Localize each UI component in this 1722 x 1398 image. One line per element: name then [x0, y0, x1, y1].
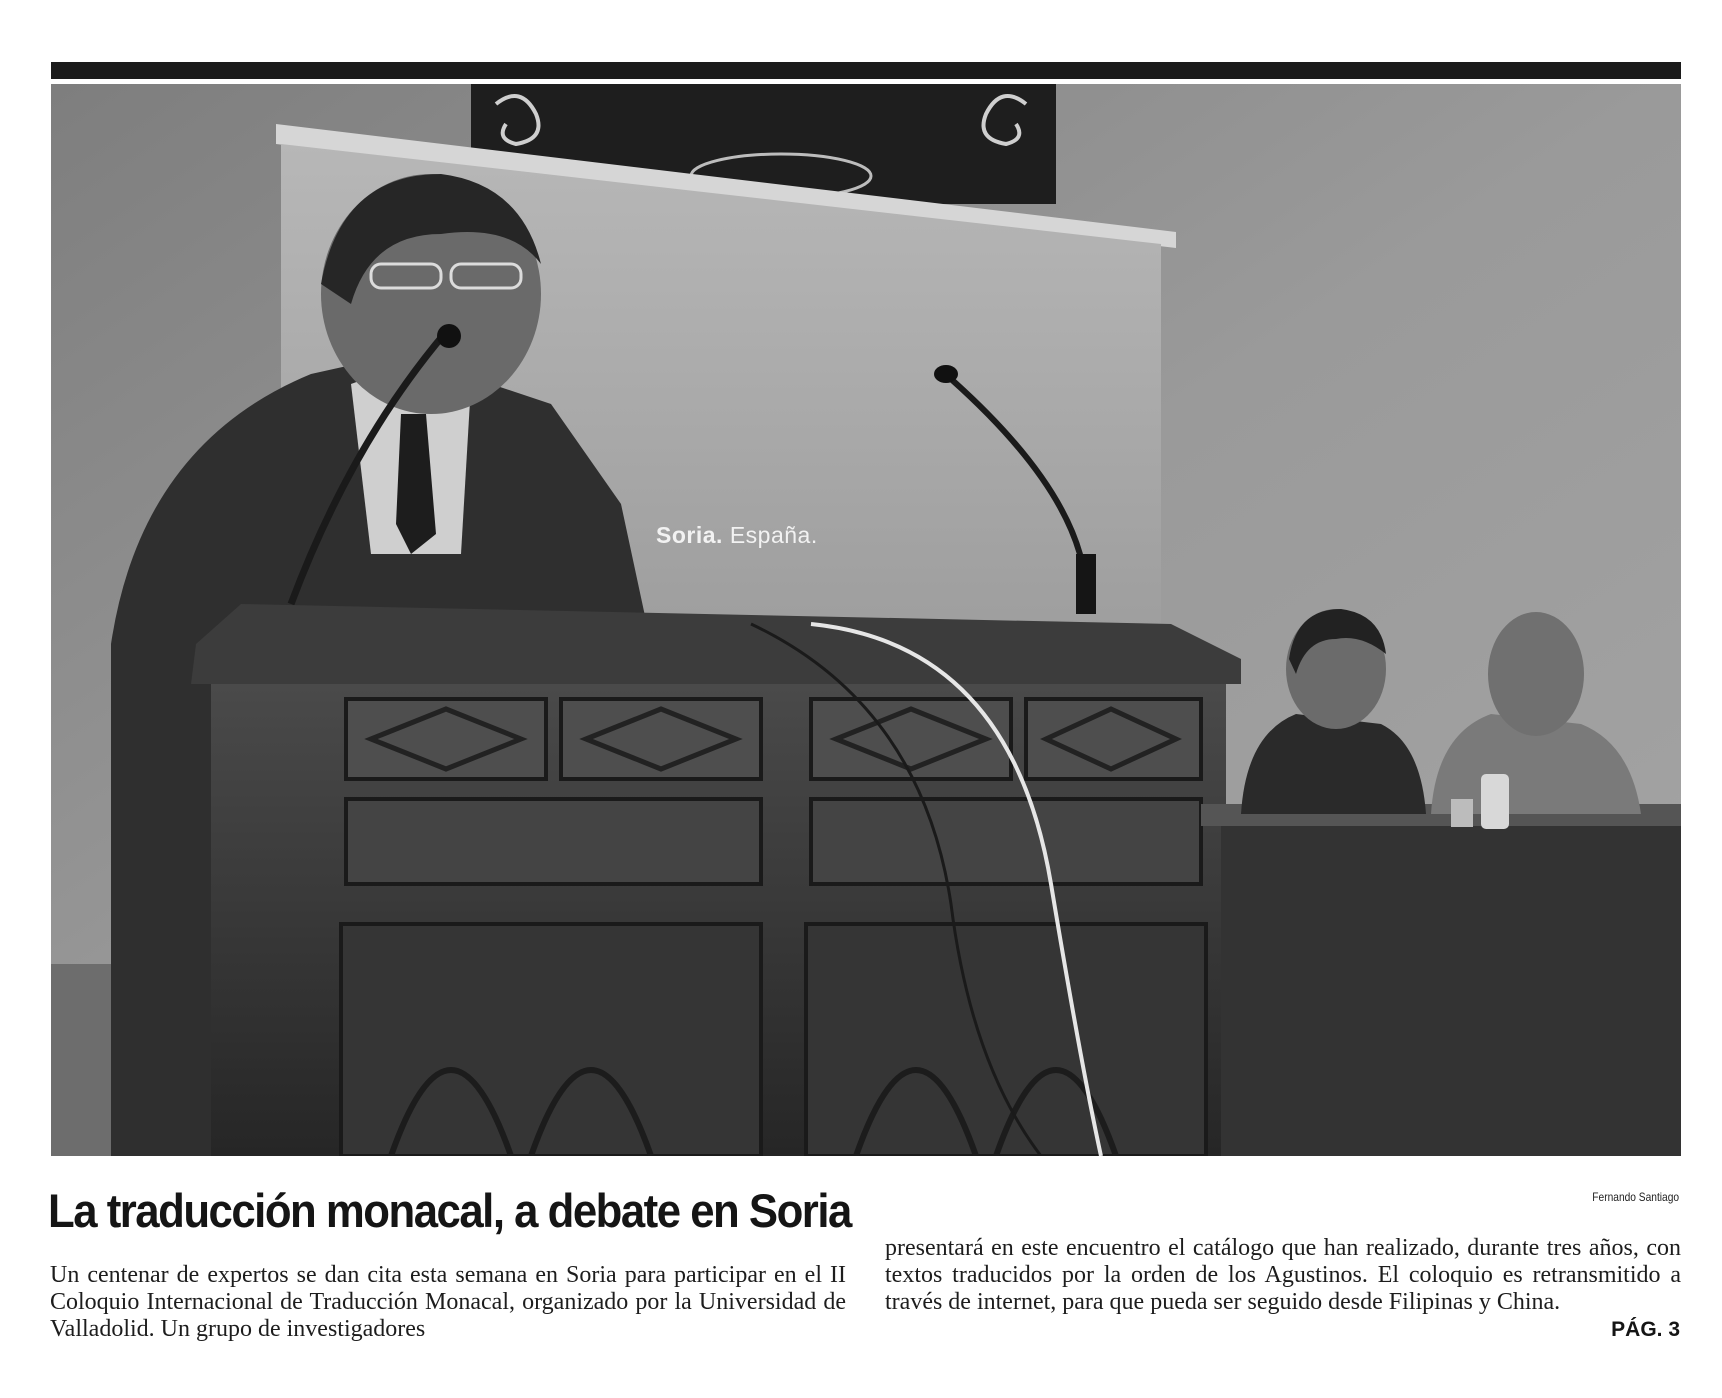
screen-caption-country: España. [729, 522, 818, 548]
photo-illustration [51, 84, 1681, 1156]
article-right-column: presentará en este encuentro el catálogo que han realizado, durante tres años, con textos traducidos por la orden de los Agustinos. El coloquio es retransmitido a través de internet, para que pueda ser seguido desde Filipinas y China. [885, 1235, 1681, 1315]
news-photo [51, 84, 1681, 1156]
headline: La traducción monacal, a debate en Soria [48, 1184, 851, 1237]
photo-credit: Fernando Santiago [1592, 1190, 1679, 1204]
screen-caption [656, 522, 818, 549]
top-rule [51, 62, 1681, 79]
page-reference[interactable]: PÁG. 3 [1611, 1318, 1680, 1341]
screen-caption-bold: Soria. [656, 522, 723, 548]
article-left-column: Un centenar de expertos se dan cita esta semana en Soria para participar en el II Coloquio Internacional de Traducción Monacal, organizado por la Universidad de Valladolid. Un grupo de investigadores [50, 1262, 846, 1342]
